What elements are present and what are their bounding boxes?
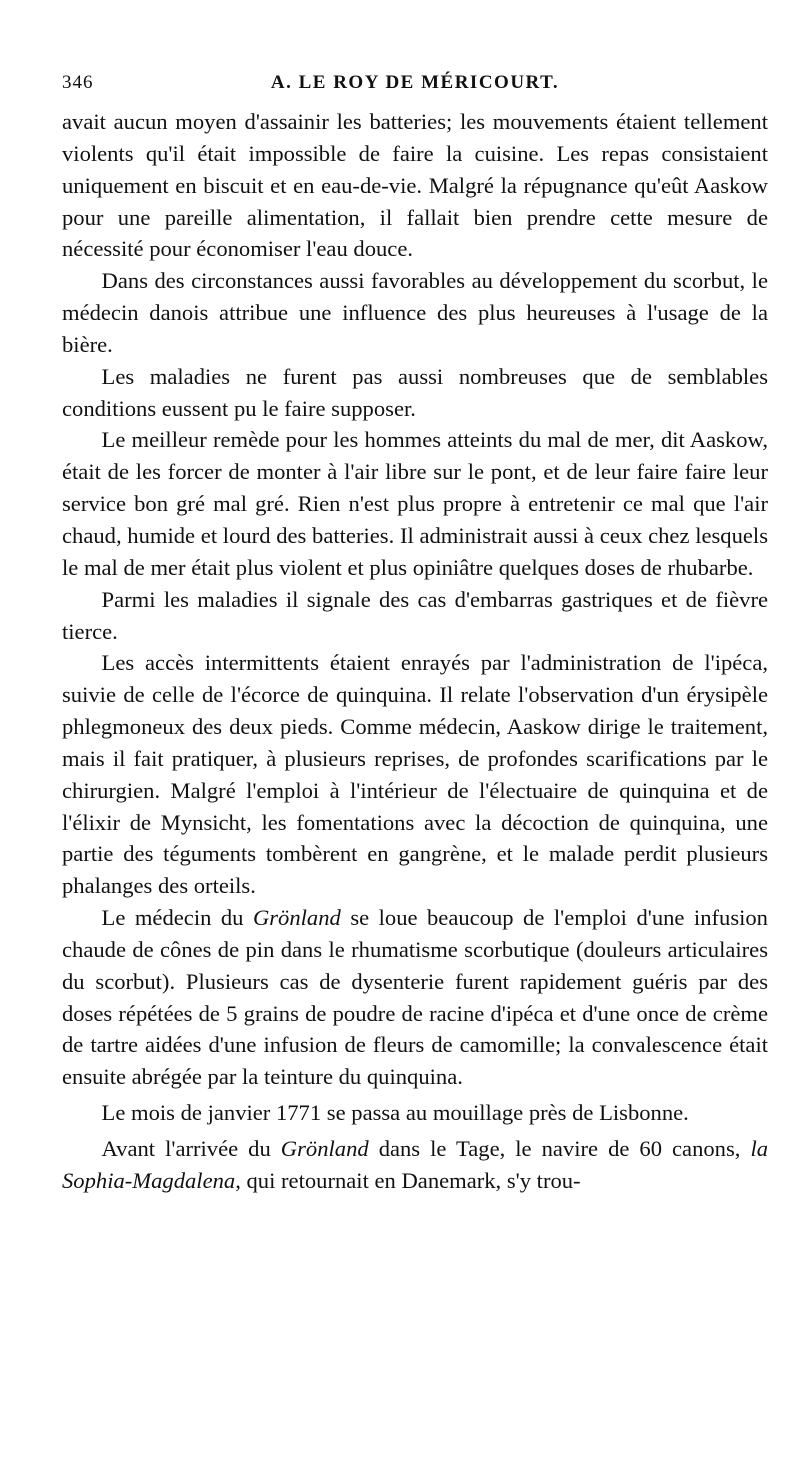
book-page <box>62 72 768 1197</box>
page-number: 346 <box>62 72 94 93</box>
paragraph-text: Avant l'arrivée du <box>101 1136 281 1161</box>
ship-name: Grönland <box>280 1136 369 1161</box>
running-title: A. LE ROY DE MÉRICOURT. <box>270 72 560 93</box>
paragraph: Les maladies ne furent pas aussi nombreuses que de semblables conditions eussent pu le faire supposer. <box>62 363 768 421</box>
running-head <box>62 72 768 106</box>
paragraph-text: dans le Tage, le navire de 60 canons, <box>368 1136 751 1161</box>
paragraph-text: Le médecin du <box>101 905 253 931</box>
ship-name: Grönland <box>252 905 341 931</box>
paragraph: Le meilleur remède pour les hommes atteints du mal de mer, dit Aaskow, était de les forcer de monter à l'air libre sur le pont, et de leur faire faire leur service bon gré mal gré. Rien n'est plus propre à entretenir ce mal que l'air chaud, humide et lourd des batteries. Il administrait aussi à ceux chez lesquels le mal de mer était plus violent et plus opiniâtre quelques doses de rhubarbe. <box>62 427 768 580</box>
body-text <box>62 106 768 1197</box>
paragraph-text: , qui retournait en Danemark, s'y trou- <box>235 1167 581 1193</box>
paragraph: Les accès intermittents étaient enrayés par l'administration de l'ipéca, suivie de celle de l'écorce de quinquina. Il relate l'observation d'un érysipèle phlegmoneux des deux pieds. Comme médecin, Aaskow dirige le traitement, mais il fait pratiquer, à plusieurs reprises, de profondes scarifications par le chirurgien. Malgré l'emploi à l'intérieur de l'électuaire de quinquina et de l'élixir de Mynsicht, les fomentations avec la décoction de quinquina, une partie des téguments tombèrent en gangrène, et le malade perdit plusieurs phalanges des orteils. <box>62 650 768 899</box>
paragraph: Parmi les maladies il signale des cas d'embarras gastriques et de fièvre tierce. <box>62 586 768 644</box>
paragraph <box>62 902 768 1093</box>
paragraph-text: se loue beaucoup de l'emploi d'une infusion chaude de cônes de pin dans le rhumatisme scorbutique (douleurs articulaires du scorbut). Plusieurs cas de dysenterie furent rapidement guéris par des doses répétées de 5 grains de poudre de racine d'ipéca et d'une once de crème de tartre aidées d'une infusion de fleurs de camomille; la convalescence était ensuite abrégée par la teinture du quinquina. <box>62 905 768 1090</box>
paragraph: avait aucun moyen d'assainir les batteries; les mouvements étaient tellement violents qu'il était impossible de faire la cuisine. Les repas consistaient uniquement en biscuit et en eau-de-vie. Malgré la répugnance qu'eût Aaskow pour une pareille alimentation, il fallait bien prendre cette mesure de nécessité pour économiser l'eau douce. <box>62 109 768 262</box>
ship-name: la Sophia-Magdalena <box>62 1136 769 1193</box>
paragraph: Dans des circonstances aussi favorables au développement du scorbut, le médecin danois attribue une influence des plus heureuses à l'usage de la bière. <box>62 268 768 357</box>
paragraph: Le mois de janvier 1771 se passa au mouillage près de Lisbonne. <box>101 1100 689 1126</box>
paragraph <box>62 1133 768 1197</box>
